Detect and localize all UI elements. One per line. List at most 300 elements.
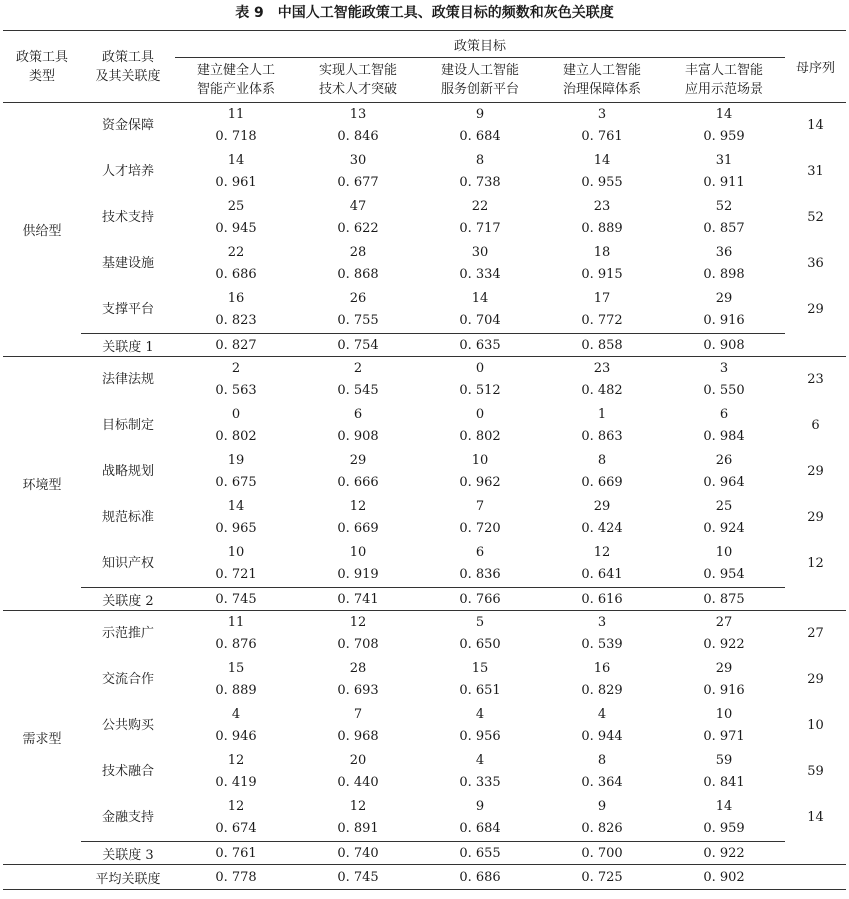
- relation-total: 0. 875: [663, 588, 785, 611]
- value-cell: [297, 403, 419, 449]
- frequency-value: 14: [471, 291, 489, 306]
- header-goal-group: 政策目标: [175, 31, 785, 58]
- frequency-value: 12: [349, 499, 367, 514]
- relation-value: 0. 841: [703, 775, 745, 790]
- mother-blank: [785, 588, 846, 611]
- frequency-value: 36: [715, 245, 733, 260]
- goal-line2: 服务创新平台: [440, 82, 519, 97]
- relation-total: 0. 741: [297, 588, 419, 611]
- relation-value: 0. 545: [337, 383, 379, 398]
- goal-line1: 建立人工智能: [562, 63, 641, 78]
- relation-value: 0. 666: [337, 475, 379, 490]
- relation-total: 0. 740: [297, 842, 419, 865]
- frequency-value: 4: [475, 707, 485, 722]
- value-cell: [541, 657, 663, 703]
- value-cell: [419, 449, 541, 495]
- frequency-value: 8: [597, 453, 607, 468]
- relation-value: 0. 944: [581, 729, 623, 744]
- tool-name: 战略规划: [101, 464, 154, 479]
- value-cell: [663, 241, 785, 287]
- value-cell: [541, 749, 663, 795]
- table-row: [3, 403, 846, 449]
- frequency-value: 22: [471, 199, 489, 214]
- frequency-value: 7: [475, 499, 485, 514]
- value-cell: [663, 149, 785, 195]
- frequency-value: 3: [597, 615, 607, 630]
- relation-value: 0. 961: [215, 175, 257, 190]
- value-cell: [541, 795, 663, 842]
- tool-name: 资金保障: [101, 118, 154, 133]
- value-cell: [297, 149, 419, 195]
- frequency-value: 27: [715, 615, 733, 630]
- value-cell: [297, 103, 419, 150]
- tool-name: 技术支持: [101, 210, 154, 225]
- value-cell: [663, 657, 785, 703]
- mother-value: 29: [807, 672, 824, 687]
- value-cell: [541, 541, 663, 588]
- relation-value: 0. 965: [215, 521, 257, 536]
- value-cell: [175, 703, 297, 749]
- value-cell: [663, 195, 785, 241]
- relation-value: 0. 419: [215, 775, 257, 790]
- frequency-value: 14: [227, 499, 245, 514]
- relation-value: 0. 550: [703, 383, 745, 398]
- mother-value: 36: [807, 256, 824, 271]
- relation-row: [3, 842, 846, 865]
- frequency-value: 23: [593, 199, 611, 214]
- frequency-value: 18: [593, 245, 611, 260]
- relation-value: 0. 911: [703, 175, 745, 190]
- frequency-value: 6: [475, 545, 485, 560]
- relation-value: 0. 669: [581, 475, 623, 490]
- relation-value: 0. 539: [581, 637, 623, 652]
- value-cell: [419, 703, 541, 749]
- average-row: [3, 865, 846, 890]
- value-cell: [175, 449, 297, 495]
- relation-total: 0. 908: [663, 334, 785, 357]
- relation-table: [3, 30, 846, 890]
- relation-total: 0. 858: [541, 334, 663, 357]
- value-cell: [663, 403, 785, 449]
- header-tool-line2: 及其关联度: [95, 68, 161, 84]
- relation-value: 0. 919: [337, 567, 379, 582]
- goal-line2: 治理保障体系: [562, 82, 641, 97]
- value-cell: [175, 611, 297, 658]
- relation-value: 0. 846: [337, 129, 379, 144]
- relation-value: 0. 924: [703, 521, 745, 536]
- relation-value: 0. 651: [459, 683, 501, 698]
- frequency-value: 12: [227, 799, 245, 814]
- average-blank: [3, 865, 81, 890]
- mother-blank: [785, 334, 846, 357]
- header-type-line1: 政策工具: [15, 49, 68, 65]
- value-cell: [175, 795, 297, 842]
- frequency-value: 17: [593, 291, 611, 306]
- tool-type: 需求型: [3, 611, 81, 865]
- goal-line2: 智能产业体系: [196, 82, 275, 97]
- tool-name: 规范标准: [101, 510, 154, 525]
- frequency-value: 13: [349, 107, 367, 122]
- table-row: [3, 495, 846, 541]
- frequency-value: 10: [349, 545, 367, 560]
- frequency-value: 23: [593, 361, 611, 376]
- value-cell: [541, 611, 663, 658]
- relation-total: 0. 827: [175, 334, 297, 357]
- frequency-value: 16: [593, 661, 611, 676]
- frequency-value: 3: [719, 361, 729, 376]
- relation-total: 0. 922: [663, 842, 785, 865]
- relation-value: 0. 677: [337, 175, 379, 190]
- frequency-value: 9: [475, 107, 485, 122]
- relation-value: 0. 641: [581, 567, 623, 582]
- mother-value: 14: [807, 810, 824, 826]
- value-cell: [541, 403, 663, 449]
- mother-blank: [785, 842, 846, 865]
- value-cell: [541, 241, 663, 287]
- relation-value: 0. 959: [703, 821, 745, 836]
- frequency-value: 9: [597, 799, 607, 814]
- value-cell: [419, 241, 541, 287]
- value-cell: [175, 657, 297, 703]
- table-row: [3, 611, 846, 658]
- header-mother: 母序列: [785, 31, 846, 103]
- relation-value: 0. 721: [215, 567, 257, 582]
- value-cell: [175, 241, 297, 287]
- mother-value: 52: [807, 210, 824, 225]
- tool-name: 基建设施: [101, 256, 154, 271]
- relation-value: 0. 954: [703, 567, 745, 582]
- mother-value: 29: [807, 464, 824, 479]
- value-cell: [297, 703, 419, 749]
- table-row: [3, 195, 846, 241]
- header-goal: [663, 58, 785, 103]
- value-cell: [175, 287, 297, 334]
- value-cell: [541, 495, 663, 541]
- mother-value: 14: [807, 118, 824, 133]
- relation-value: 0. 891: [337, 821, 379, 836]
- value-cell: [419, 495, 541, 541]
- relation-value: 0. 717: [459, 221, 501, 236]
- relation-value: 0. 823: [215, 313, 257, 328]
- value-cell: [663, 495, 785, 541]
- table-row: [3, 657, 846, 703]
- average-value: 0. 745: [297, 865, 419, 890]
- relation-value: 0. 968: [337, 729, 379, 744]
- relation-value: 0. 876: [215, 637, 257, 652]
- value-cell: [297, 611, 419, 658]
- relation-value: 0. 868: [337, 267, 379, 282]
- relation-value: 0. 512: [459, 383, 501, 398]
- value-cell: [297, 495, 419, 541]
- header-tool-line1: 政策工具: [101, 49, 154, 65]
- tool-type: 环境型: [3, 357, 81, 611]
- relation-value: 0. 946: [215, 729, 257, 744]
- value-cell: [297, 287, 419, 334]
- value-cell: [541, 103, 663, 150]
- relation-value: 0. 755: [337, 313, 379, 328]
- frequency-value: 10: [715, 707, 733, 722]
- frequency-value: 8: [597, 753, 607, 768]
- frequency-value: 15: [471, 661, 489, 676]
- relation-value: 0. 857: [703, 221, 745, 236]
- relation-value: 0. 971: [703, 729, 745, 744]
- table-row: [3, 795, 846, 842]
- mother-value: 29: [807, 302, 824, 318]
- tool-name: 技术融合: [101, 764, 154, 779]
- average-value: 0. 686: [419, 865, 541, 890]
- relation-value: 0. 720: [459, 521, 501, 536]
- frequency-value: 14: [593, 153, 611, 168]
- relation-total: 0. 635: [419, 334, 541, 357]
- frequency-value: 5: [475, 615, 485, 630]
- relation-row: [3, 334, 846, 357]
- mother-value: 6: [811, 418, 820, 433]
- table-header: [3, 31, 846, 103]
- frequency-value: 9: [475, 799, 485, 814]
- relation-total: 0. 766: [419, 588, 541, 611]
- relation-value: 0. 956: [459, 729, 501, 744]
- value-cell: [419, 149, 541, 195]
- value-cell: [297, 241, 419, 287]
- frequency-value: 4: [231, 707, 241, 722]
- frequency-value: 25: [227, 199, 245, 214]
- value-cell: [663, 749, 785, 795]
- frequency-value: 6: [719, 407, 729, 422]
- relation-value: 0. 889: [581, 221, 623, 236]
- mother-value: 23: [807, 372, 824, 387]
- tool-name: 交流合作: [101, 672, 154, 687]
- relation-value: 0. 962: [459, 475, 501, 490]
- value-cell: [175, 103, 297, 150]
- mother-value: 10: [807, 718, 824, 733]
- relation-label: 关联度 3: [81, 842, 175, 865]
- frequency-value: 14: [227, 153, 245, 168]
- table-row: [3, 541, 846, 588]
- header-goal: [541, 58, 663, 103]
- tool-name: 人才培养: [101, 164, 154, 179]
- value-cell: [419, 403, 541, 449]
- tool-name: 知识产权: [101, 556, 154, 571]
- relation-value: 0. 440: [337, 775, 379, 790]
- header-goal: [297, 58, 419, 103]
- relation-value: 0. 802: [459, 429, 501, 444]
- tool-name: 示范推广: [101, 626, 154, 641]
- relation-value: 0. 916: [703, 683, 745, 698]
- relation-value: 0. 889: [215, 683, 257, 698]
- frequency-value: 28: [349, 661, 367, 676]
- frequency-value: 0: [475, 361, 485, 376]
- header-goal: [175, 58, 297, 103]
- value-cell: [297, 795, 419, 842]
- tool-name: 金融支持: [101, 810, 154, 825]
- frequency-value: 30: [349, 153, 367, 168]
- frequency-value: 12: [349, 799, 367, 814]
- value-cell: [175, 195, 297, 241]
- relation-row: [3, 588, 846, 611]
- frequency-value: 30: [471, 245, 489, 260]
- relation-value: 0. 686: [215, 267, 257, 282]
- value-cell: [541, 287, 663, 334]
- frequency-value: 4: [475, 753, 485, 768]
- value-cell: [175, 749, 297, 795]
- average-label: 平均关联度: [81, 865, 175, 890]
- relation-value: 0. 945: [215, 221, 257, 236]
- frequency-value: 14: [715, 107, 733, 122]
- goal-line2: 应用示范场景: [685, 82, 764, 97]
- table-row: [3, 103, 846, 150]
- frequency-value: 25: [715, 499, 733, 514]
- frequency-value: 19: [227, 453, 245, 468]
- tool-name: 公共购买: [101, 718, 154, 733]
- relation-value: 0. 898: [703, 267, 745, 282]
- value-cell: [297, 749, 419, 795]
- relation-value: 0. 482: [581, 383, 623, 398]
- value-cell: [419, 195, 541, 241]
- value-cell: [541, 703, 663, 749]
- value-cell: [175, 541, 297, 588]
- mother-value: 27: [807, 626, 824, 641]
- frequency-value: 20: [349, 753, 367, 768]
- frequency-value: 12: [227, 753, 245, 768]
- relation-value: 0. 335: [459, 775, 501, 790]
- table-row: [3, 703, 846, 749]
- value-cell: [541, 449, 663, 495]
- relation-value: 0. 959: [703, 129, 745, 144]
- frequency-value: 10: [715, 545, 733, 560]
- value-cell: [663, 287, 785, 334]
- relation-value: 0. 704: [459, 313, 501, 328]
- relation-value: 0. 364: [581, 775, 623, 790]
- relation-total: 0. 761: [175, 842, 297, 865]
- frequency-value: 29: [715, 661, 733, 676]
- frequency-value: 22: [227, 245, 245, 260]
- header-type-line2: 类型: [28, 68, 55, 84]
- relation-total: 0. 745: [175, 588, 297, 611]
- relation-value: 0. 916: [703, 313, 745, 328]
- value-cell: [541, 357, 663, 404]
- mother-value: 29: [807, 510, 824, 525]
- header-tool: [81, 31, 175, 103]
- relation-value: 0. 424: [581, 521, 623, 536]
- relation-value: 0. 984: [703, 429, 745, 444]
- goal-line1: 建设人工智能: [440, 63, 519, 78]
- value-cell: [419, 287, 541, 334]
- relation-value: 0. 334: [459, 267, 501, 282]
- frequency-value: 7: [353, 707, 363, 722]
- table-row: [3, 449, 846, 495]
- relation-value: 0. 675: [215, 475, 257, 490]
- relation-value: 0. 772: [581, 313, 623, 328]
- frequency-value: 4: [597, 707, 607, 722]
- table-row: [3, 287, 846, 334]
- relation-value: 0. 826: [581, 821, 623, 836]
- relation-value: 0. 829: [581, 683, 623, 698]
- frequency-value: 31: [715, 153, 733, 168]
- tool-name: 支撑平台: [101, 302, 154, 317]
- relation-value: 0. 922: [703, 637, 745, 652]
- frequency-value: 59: [715, 753, 733, 768]
- frequency-value: 29: [715, 291, 733, 306]
- value-cell: [419, 749, 541, 795]
- frequency-value: 14: [715, 799, 733, 814]
- value-cell: [419, 657, 541, 703]
- relation-value: 0. 908: [337, 429, 379, 444]
- frequency-value: 12: [349, 615, 367, 630]
- frequency-value: 47: [349, 199, 367, 214]
- frequency-value: 0: [231, 407, 241, 422]
- relation-value: 0. 915: [581, 267, 623, 282]
- tool-name: 法律法规: [101, 372, 154, 387]
- average-value: 0. 902: [663, 865, 785, 890]
- frequency-value: 10: [471, 453, 489, 468]
- relation-value: 0. 836: [459, 567, 501, 582]
- value-cell: [541, 195, 663, 241]
- goal-line1: 建立健全人工: [196, 63, 275, 78]
- value-cell: [175, 495, 297, 541]
- frequency-value: 8: [475, 153, 485, 168]
- value-cell: [297, 657, 419, 703]
- value-cell: [663, 541, 785, 588]
- value-cell: [663, 357, 785, 404]
- relation-value: 0. 964: [703, 475, 745, 490]
- frequency-value: 26: [715, 453, 733, 468]
- relation-value: 0. 955: [581, 175, 623, 190]
- header-type: [3, 31, 81, 103]
- frequency-value: 11: [227, 615, 245, 630]
- goal-line2: 技术人才突破: [318, 82, 397, 97]
- relation-value: 0. 718: [215, 129, 257, 144]
- frequency-value: 29: [593, 499, 611, 514]
- value-cell: [297, 195, 419, 241]
- average-value: 0. 778: [175, 865, 297, 890]
- relation-label: 关联度 2: [81, 588, 175, 611]
- goal-line1: 丰富人工智能: [685, 63, 764, 78]
- value-cell: [297, 449, 419, 495]
- frequency-value: 12: [593, 545, 611, 560]
- relation-value: 0. 708: [337, 637, 379, 652]
- value-cell: [419, 541, 541, 588]
- frequency-value: 0: [475, 407, 485, 422]
- frequency-value: 28: [349, 245, 367, 260]
- frequency-value: 15: [227, 661, 245, 676]
- relation-total: 0. 655: [419, 842, 541, 865]
- table-row: [3, 149, 846, 195]
- value-cell: [419, 103, 541, 150]
- tool-type: 供给型: [3, 103, 81, 357]
- frequency-value: 10: [227, 545, 245, 560]
- relation-label: 关联度 1: [81, 334, 175, 357]
- average-mother-blank: [785, 865, 846, 890]
- frequency-value: 26: [349, 291, 367, 306]
- goal-line1: 实现人工智能: [318, 63, 397, 78]
- frequency-value: 1: [597, 407, 607, 422]
- relation-value: 0. 669: [337, 521, 379, 536]
- value-cell: [175, 403, 297, 449]
- relation-value: 0. 563: [215, 383, 257, 398]
- frequency-value: 16: [227, 291, 245, 306]
- frequency-value: 2: [353, 361, 363, 376]
- relation-value: 0. 684: [459, 821, 501, 836]
- relation-total: 0. 700: [541, 842, 663, 865]
- value-cell: [663, 795, 785, 842]
- frequency-value: 29: [349, 453, 367, 468]
- relation-value: 0. 674: [215, 821, 257, 836]
- mother-value: 31: [807, 164, 824, 179]
- value-cell: [419, 795, 541, 842]
- frequency-value: 2: [231, 361, 241, 376]
- relation-value: 0. 738: [459, 175, 501, 190]
- frequency-value: 6: [353, 407, 363, 422]
